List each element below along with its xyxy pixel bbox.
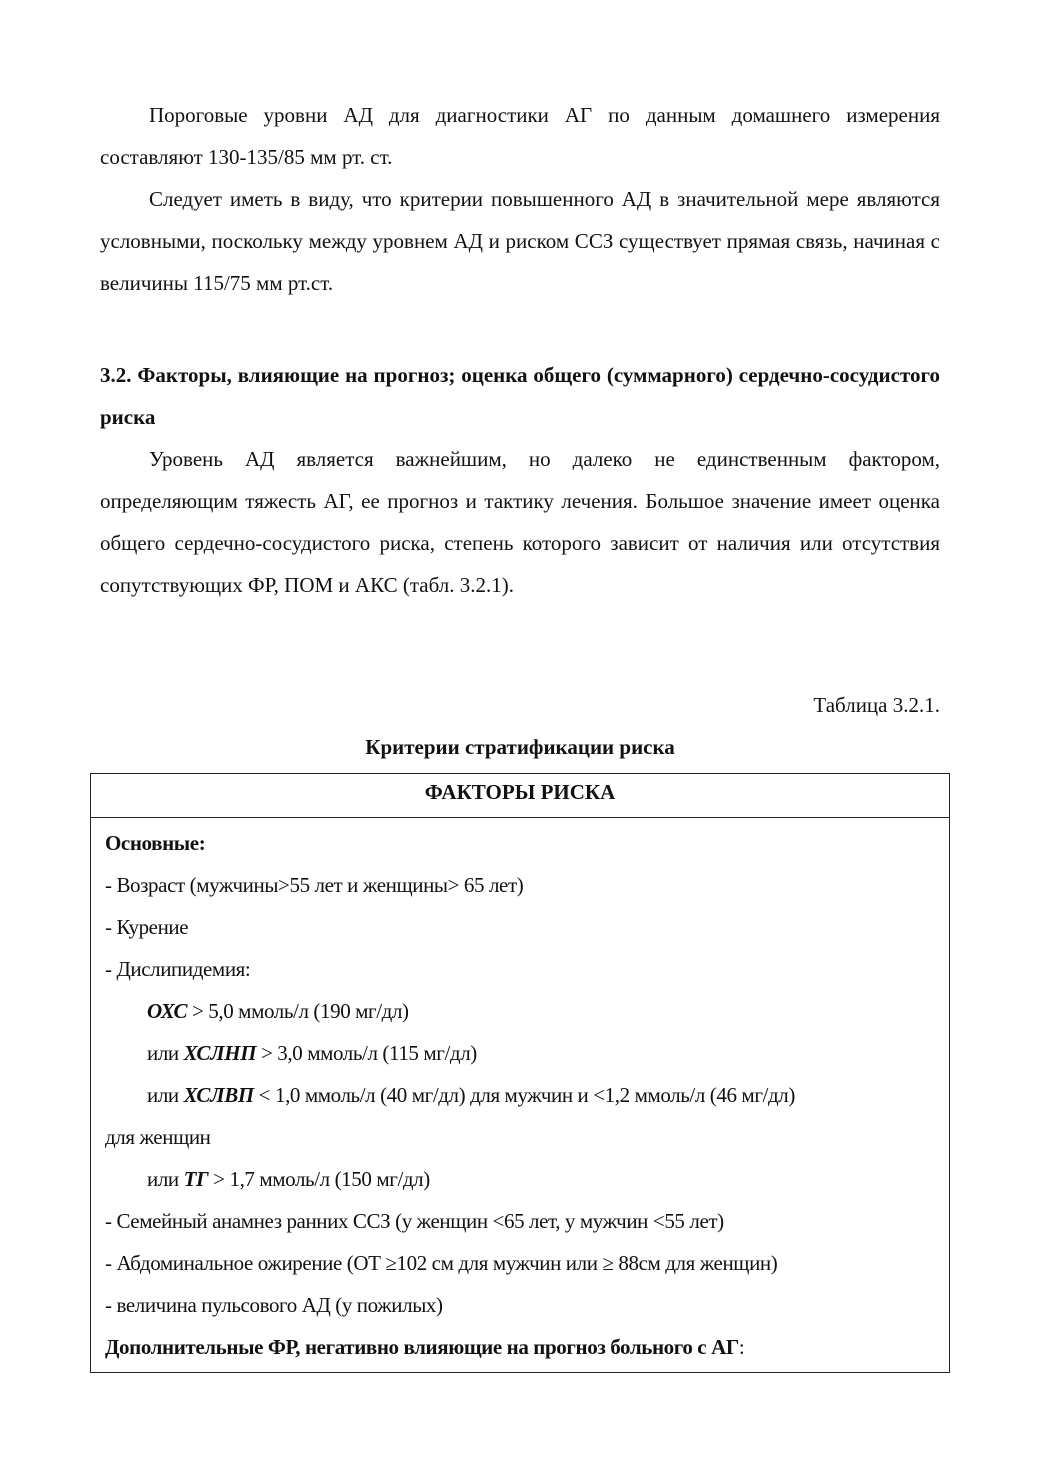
document-page (100, 94, 940, 606)
additional-factors-colon: : (738, 1335, 745, 1359)
criterion-ohs (105, 990, 937, 1032)
additional-factors-text: Дополнительные ФР, негативно влияющие на прогноз больного с АГ (105, 1335, 739, 1359)
table-title: Критерии стратификации риска (365, 735, 675, 759)
criterion-tg (105, 1158, 937, 1200)
or-word: или (147, 1083, 184, 1107)
risk-factors-table (90, 773, 950, 1373)
criterion-hslvp-continued: для женщин (105, 1125, 211, 1149)
additional-factors-label (105, 1326, 937, 1368)
ohs-abbr: ОХС (147, 999, 188, 1023)
factor-family-history: - Семейный анамнез ранних ССЗ (у женщин <65 лет, у мужчин <55 лет) (105, 1209, 724, 1233)
main-factors-label: Основные: (105, 831, 206, 855)
criterion-hslvp (105, 1074, 937, 1116)
table-header: ФАКТОРЫ РИСКА (91, 774, 949, 818)
table-body (91, 818, 949, 1372)
or-word: или (147, 1167, 184, 1191)
factor-abdominal-obesity: - Абдоминальное ожирение (ОТ ≥102 см для мужчин или ≥ 88см для женщин) (105, 1251, 778, 1275)
hslvp-abbr: ХСЛВП (183, 1083, 254, 1107)
or-word: или (147, 1041, 184, 1065)
tg-abbr: ТГ (183, 1167, 209, 1191)
section-heading: 3.2. Факторы, влияющие на прогноз; оценка общего (суммарного) сердечно-сосудистого риска (100, 363, 940, 429)
paragraph-bp-level: Уровень АД является важнейшим, но далеко не единственным фактором, определяющим тяжесть АГ, ее прогноз и тактику лечения. Большое значение имеет оценка общего сердечно-сосудистого риска, степень которого зависит от наличия или отсутствия сопутствующих ФР, ПОМ и АКС (табл. 3.2.1). (100, 447, 940, 597)
table-caption-block (100, 684, 940, 768)
hslnp-abbr: ХСЛНП (183, 1041, 257, 1065)
factor-pulse-pressure: - величина пульсового АД (у пожилых) (105, 1293, 443, 1317)
hslvp-value: < 1,0 ммоль/л (40 мг/дл) для мужчин и <1,2 ммоль/л (46 мг/дл) (253, 1083, 795, 1107)
criterion-hslnp (105, 1032, 937, 1074)
paragraph-criteria-conditional: Следует иметь в виду, что критерии повышенного АД в значительной мере являются условными, поскольку между уровнем АД и риском ССЗ существует прямая связь, начиная с величины 115/75 мм рт.ст. (100, 187, 940, 295)
hslnp-value: > 3,0 ммоль/л (115 мг/дл) (256, 1041, 477, 1065)
factor-age: - Возраст (мужчины>55 лет и женщины> 65 лет) (105, 873, 524, 897)
table-caption: Таблица 3.2.1. (813, 693, 940, 717)
factor-dyslipidemia: - Дислипидемия: (105, 957, 251, 981)
factor-smoking: - Курение (105, 915, 189, 939)
ohs-value: > 5,0 ммоль/л (190 мг/дл) (187, 999, 409, 1023)
tg-value: > 1,7 ммоль/л (150 мг/дл) (208, 1167, 430, 1191)
paragraph-home-bp-threshold: Пороговые уровни АД для диагностики АГ по данным домашнего измерения составляют 130-135/85 мм рт. ст. (100, 103, 940, 169)
